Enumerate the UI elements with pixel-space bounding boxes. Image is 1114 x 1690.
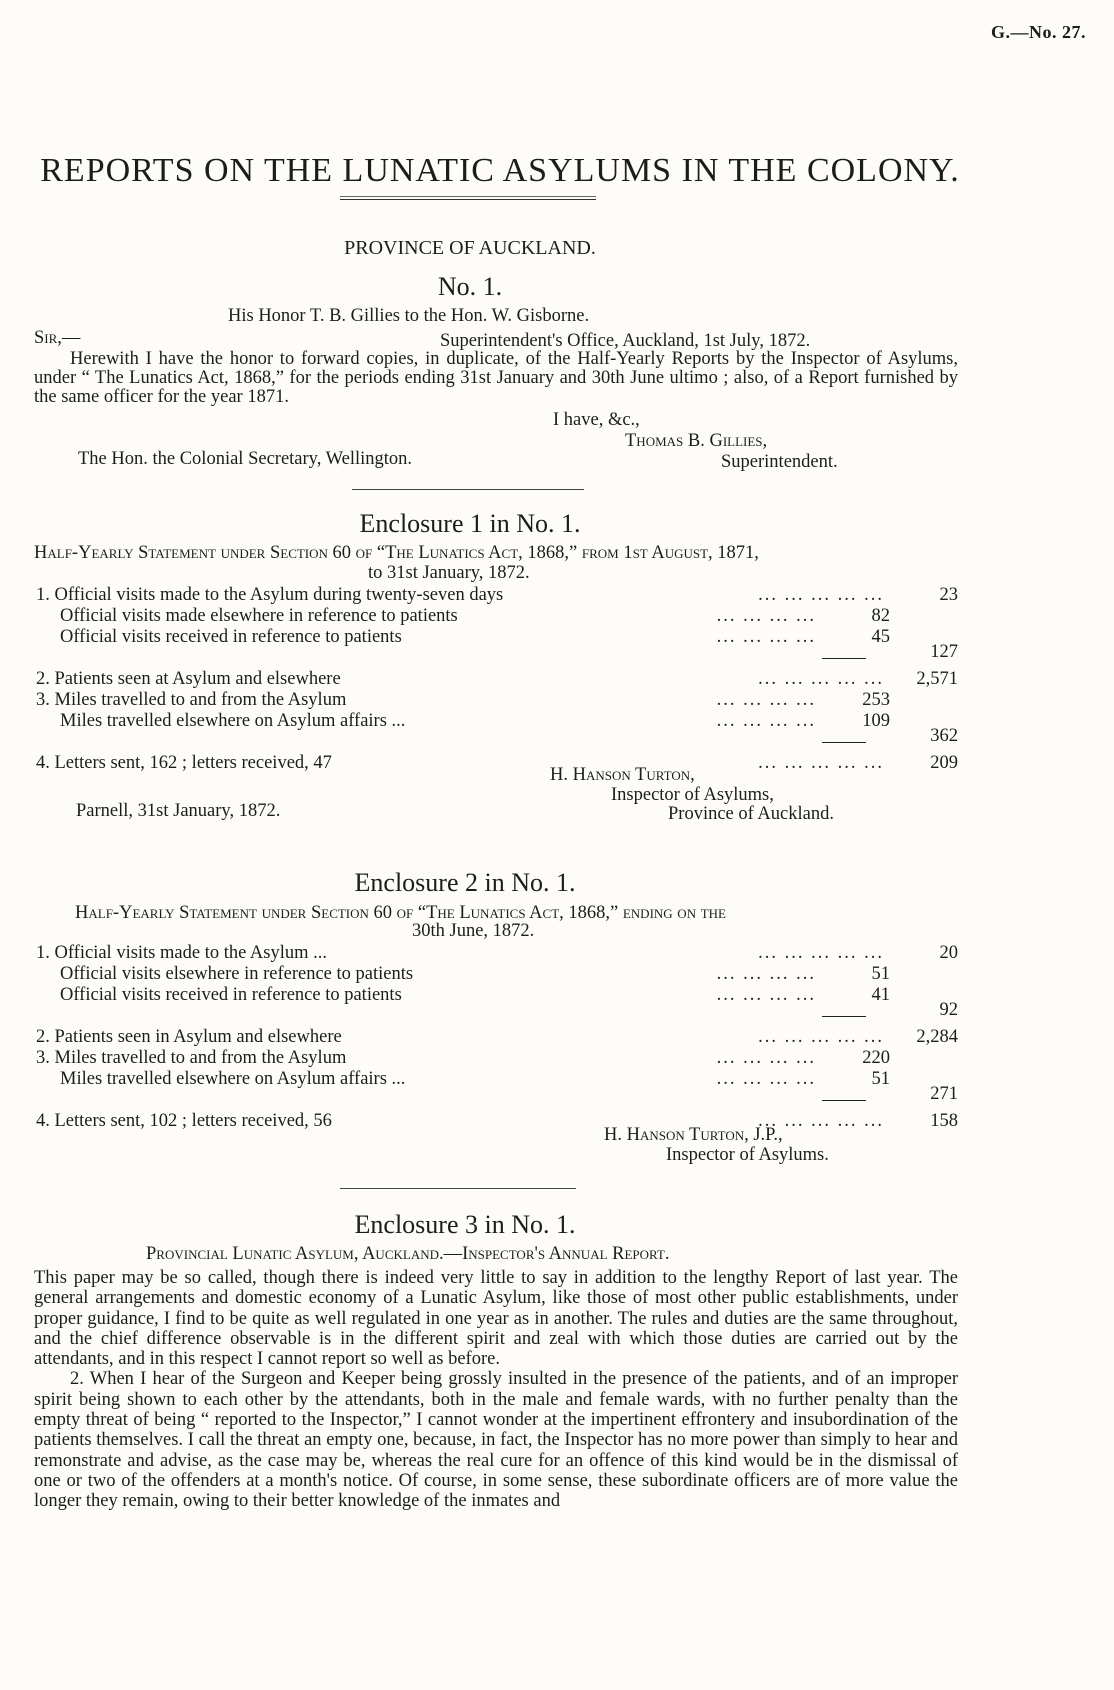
enclosure1-leader-dots: ... ... ... ... ... [758,753,884,773]
enclosure2-row-subvalue: 41 [871,985,890,1005]
enclosure2-sig-line2: Inspector of Asylums. [666,1145,829,1165]
enclosure2-leader-dots: ... ... ... ... ... [758,943,884,963]
enclosure1-row-value: 362 [930,726,958,746]
enclosure2-leader-dots: ... ... ... ... [716,964,816,984]
enclosure1-place-date: Parnell, 31st January, 1872. [76,801,281,821]
enclosure2-row [36,985,966,1006]
enclosure1-statement [36,585,966,774]
enclosure2-row-subvalue: 220 [862,1048,890,1068]
enclosure2-subtotal-rule [822,1100,866,1101]
enclosure3-heading: Enclosure 3 in No. 1. [354,1210,576,1239]
page-title: REPORTS ON THE LUNATIC ASYLUMS IN THE COLONY. [40,152,960,189]
enclosure1-row-value: 23 [939,585,958,605]
title-rule [340,196,596,200]
enclosure1-subtotal-rule [822,658,866,659]
enclosure1-leader-dots: ... ... ... ... [716,606,816,626]
enclosure1-row-value: 209 [930,753,958,773]
enclosure1-leader-dots: ... ... ... ... [716,711,816,731]
enclosure1-row-label: Official visits received in reference to patients [60,627,402,647]
enclosure1-sig-line3: Province of Auckland. [668,804,834,824]
enclosure2-statement [36,943,966,1132]
enclosure1-row [36,669,966,690]
enclosure1-row [36,585,966,606]
enclosure2-leader-dots: ... ... ... ... [716,1048,816,1068]
letter-addressee: The Hon. the Colonial Secretary, Wellington. [78,449,413,469]
enclosure2-row-value: 2,284 [916,1027,958,1047]
enclosure1-leader-dots: ... ... ... ... ... [758,585,884,605]
enclosure2-subtitle-2: 30th June, 1872. [412,921,535,941]
enclosure2-leader-dots: ... ... ... ... ... [758,1111,884,1131]
enclosure1-row [36,711,966,732]
enclosure2-row [36,1111,966,1132]
enclosure2-row-label: 1. Official visits made to the Asylum ... [36,943,328,963]
enclosure1-row-value: 127 [930,642,958,662]
enclosure1-row-subvalue: 82 [871,606,890,626]
enclosure2-subtotal-rule [822,1016,866,1017]
enclosure1-row-label: Official visits made elsewhere in reference to patients [60,606,458,626]
enclosure1-subtitle-2: to 31st January, 1872. [368,563,530,583]
enclosure2-row-value: 158 [930,1111,958,1131]
province-heading: PROVINCE OF AUCKLAND. [344,237,596,259]
enclosure1-row-subvalue: 109 [862,711,890,731]
enclosure1-row-label: 3. Miles travelled to and from the Asylum [36,690,347,710]
enclosure2-leader-dots: ... ... ... ... [716,1069,816,1089]
enclosure2-leader-dots: ... ... ... ... [716,985,816,1005]
enclosure1-signature: H. Hanson Turton, [550,765,695,785]
enclosure1-heading: Enclosure 1 in No. 1. [359,509,581,538]
enclosure1-row-subvalue: 253 [862,690,890,710]
letter-closing: I have, &c., [553,410,640,430]
enclosure2-row-label: 2. Patients seen in Asylum and elsewhere [36,1027,342,1047]
letter-from-to: His Honor T. B. Gillies to the Hon. W. Gisborne. [228,306,590,326]
enclosure2-row [36,1084,966,1111]
enclosure2-row-value: 92 [939,1000,958,1020]
letter-salutation: Sir,— [34,328,81,348]
enclosure1-row [36,753,966,774]
enclosure2-row [36,943,966,964]
enclosure1-row-label: Miles travelled elsewhere on Asylum affairs ... [60,711,406,731]
enclosure1-sig-line2: Inspector of Asylums, [611,785,774,805]
page-reference: G.—No. 27. [991,22,1086,42]
enclosure2-row-label: 4. Letters sent, 102 ; letters received, 56 [36,1111,332,1131]
enclosure1-subtitle: Half-Yearly Statement under Section 60 of “The Lunatics Act, 1868,” from 1st August, 1871, [34,543,759,563]
letter-dateline: Superintendent's Office, Auckland, 1st July, 1872. [440,331,811,351]
enclosure3-paragraph-2: 2. When I hear of the Surgeon and Keeper being grossly insulted in the presence of the patients, and of an improper spirit being shown to each other by the attendants, both in the male and female wards, with no further penalty than the empty threat of being “ reported to the Inspector,” I cannot wonder at the impertinent effrontery and insubordination of the patients themselves. I call the threat an empty one, because, in fact, the Inspector has no more power than simply to hear and remonstrate and advise, as the case may be, whereas the real cure for an offence of this kind would be in the dismissal of one or two of the offenders at a month's notice. Of course, in some sense, these subordinate officers are of more value the longer they remain, owing to their better knowledge of the inmates and [34,1369,958,1512]
enclosure2-row-label: Official visits elsewhere in reference to patients [60,964,414,984]
enclosure1-row-subvalue: 45 [871,627,890,647]
enclosure2-row [36,1000,966,1027]
enclosure2-row [36,1027,966,1048]
enclosure3-paragraph-1: This paper may be so called, though there is indeed very little to say in addition to the lengthy Report of last year. The general arrangements and domestic economy of a Lunatic Asylum, like those of most other public establishments, under proper guidance, I find to be quite as well regulated in one year as in another. The rules and duties are the same throughout, and the chief difference observable is in the different spirit and zeal with which those duties are carried out by the attendants, and in this respect I cannot report so well as before. [34,1268,958,1370]
enclosure2-row-subvalue: 51 [871,1069,890,1089]
enclosure3-body [34,1268,958,1512]
enclosure2-row [36,1048,966,1069]
enclosure1-row-value: 2,571 [916,669,958,689]
enclosure1-leader-dots: ... ... ... ... [716,690,816,710]
enclosure1-leader-dots: ... ... ... ... [716,627,816,647]
enclosure1-row [36,726,966,753]
enclosure1-row [36,627,966,648]
enclosure2-signature: H. Hanson Turton, J.P., [604,1125,783,1145]
enclosure1-row [36,642,966,669]
enclosure2-row-subvalue: 51 [871,964,890,984]
enclosure2-row [36,1069,966,1090]
enclosure1-row [36,606,966,627]
enclosure1-subtotal-rule [822,742,866,743]
enclosure2-row-value: 20 [939,943,958,963]
enclosure1-row-label: 4. Letters sent, 162 ; letters received, 47 [36,753,332,773]
enclosure2-row-label: 3. Miles travelled to and from the Asylum [36,1048,347,1068]
enclosure1-row-label: 2. Patients seen at Asylum and elsewhere [36,669,341,689]
number-heading: No. 1. [437,272,503,301]
enclosure2-row-label: Official visits received in reference to patients [60,985,402,1005]
enclosure2-heading: Enclosure 2 in No. 1. [354,868,576,897]
enclosure1-row-label: 1. Official visits made to the Asylum during twenty-seven days [36,585,504,605]
enclosure2-row-value: 271 [930,1084,958,1104]
section-rule-2 [340,1188,576,1189]
enclosure2-leader-dots: ... ... ... ... ... [758,1027,884,1047]
enclosure2-row [36,964,966,985]
enclosure1-leader-dots: ... ... ... ... ... [758,669,884,689]
enclosure2-subtitle: Half-Yearly Statement under Section 60 of “The Lunatics Act, 1868,” ending on the [75,903,726,923]
letter-body: Herewith I have the honor to forward copies, in duplicate, of the Half-Yearly Reports by the Inspector of Asylums, under “ The Lunatics Act, 1868,” for the periods ending 31st January and 30th June ultimo ; also, of a Report furnished by the same officer for the year 1871. [34,349,958,407]
enclosure2-row-label: Miles travelled elsewhere on Asylum affairs ... [60,1069,406,1089]
letter-signature: Thomas B. Gillies, [625,431,768,451]
enclosure3-subtitle: Provincial Lunatic Asylum, Auckland.—Inspector's Annual Report. [146,1244,670,1264]
section-rule [352,489,584,490]
enclosure1-row [36,690,966,711]
letter-signature-title: Superintendent. [721,452,838,472]
